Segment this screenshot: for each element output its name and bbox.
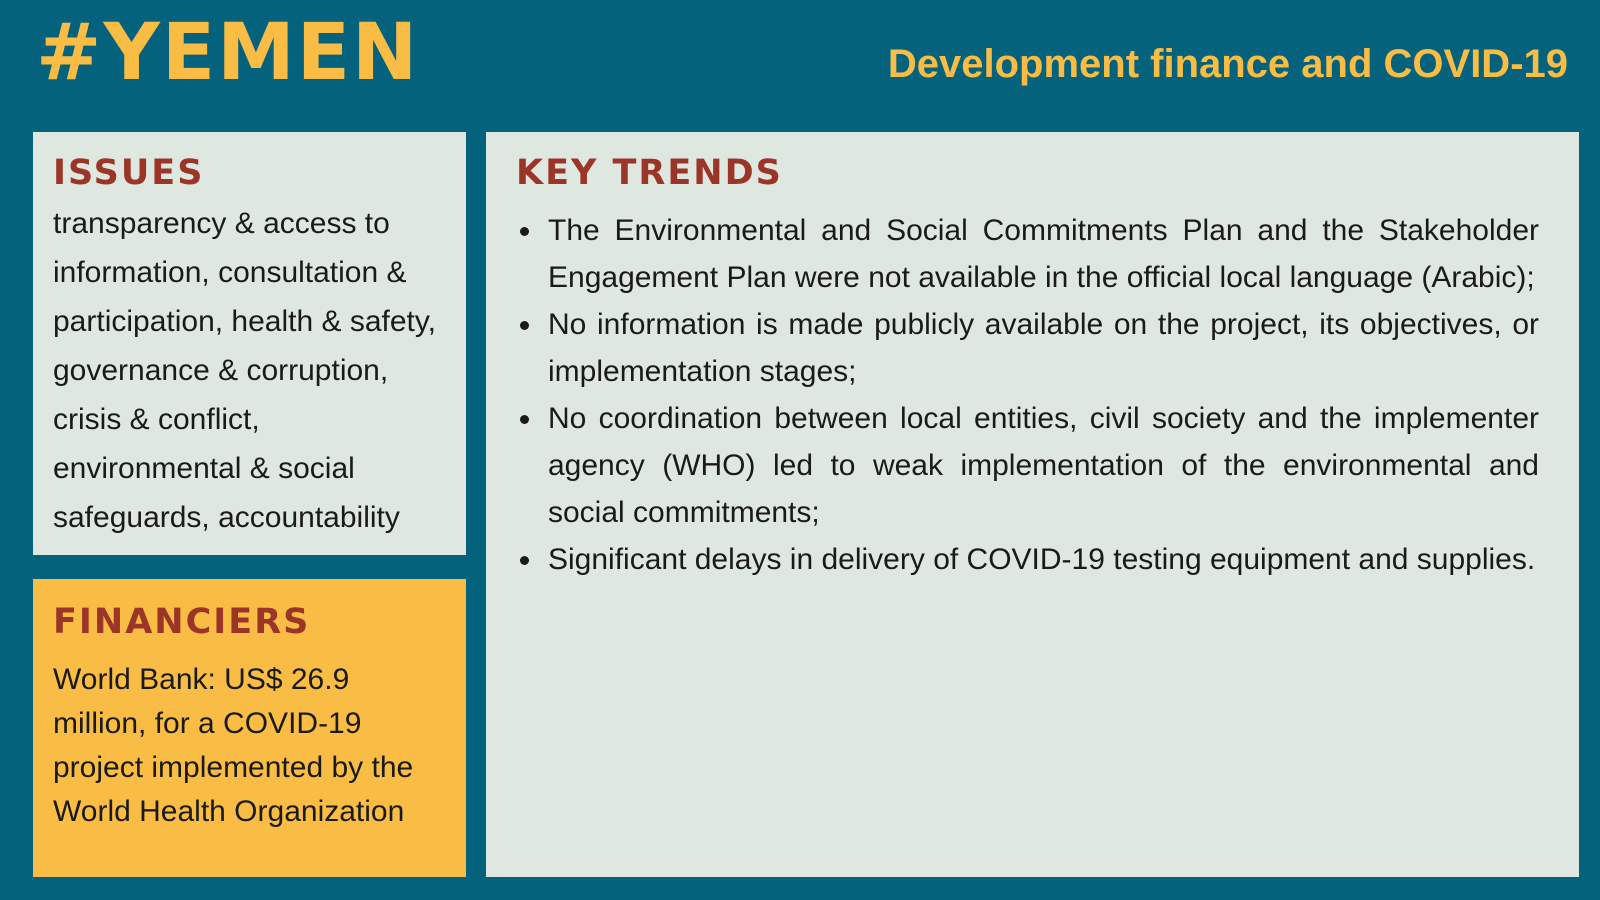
issues-heading: ISSUES (53, 153, 205, 193)
key-trends-heading: KEY TRENDS (516, 153, 783, 193)
key-trend-item: • Significant delays in delivery of COVID-19 testing equipment and supplies. (544, 536, 1539, 583)
issues-text: transparency & access to information, consultation & participation, health & safety, governance & corruption, crisis & conflict, environmental & social safeguards, accountability (53, 206, 436, 534)
page-subtitle: Development finance and COVID-19 (887, 42, 1568, 86)
key-trend-item: • No information is made publicly available on the project, its objectives, or implementation stages; (544, 301, 1539, 395)
key-trends-list (516, 207, 1539, 583)
financiers-panel (33, 579, 466, 877)
page-hashtag-title: #YEMEN (36, 8, 420, 98)
key-trends-panel (486, 132, 1579, 877)
key-trend-item: • No coordination between local entities, civil society and the implementer agency (WHO) led to weak implementation of the environmental and social commitments; (544, 395, 1539, 536)
key-trend-item: • The Environmental and Social Commitments Plan and the Stakeholder Engagement Plan were not available in the official local language (Arabic); (544, 207, 1539, 301)
issues-panel (33, 132, 466, 555)
financiers-text: World Bank: US$ 26.9 million, for a COVID-19 project implemented by the World Health Organization (53, 662, 414, 828)
financiers-heading: FINANCIERS (53, 602, 311, 642)
